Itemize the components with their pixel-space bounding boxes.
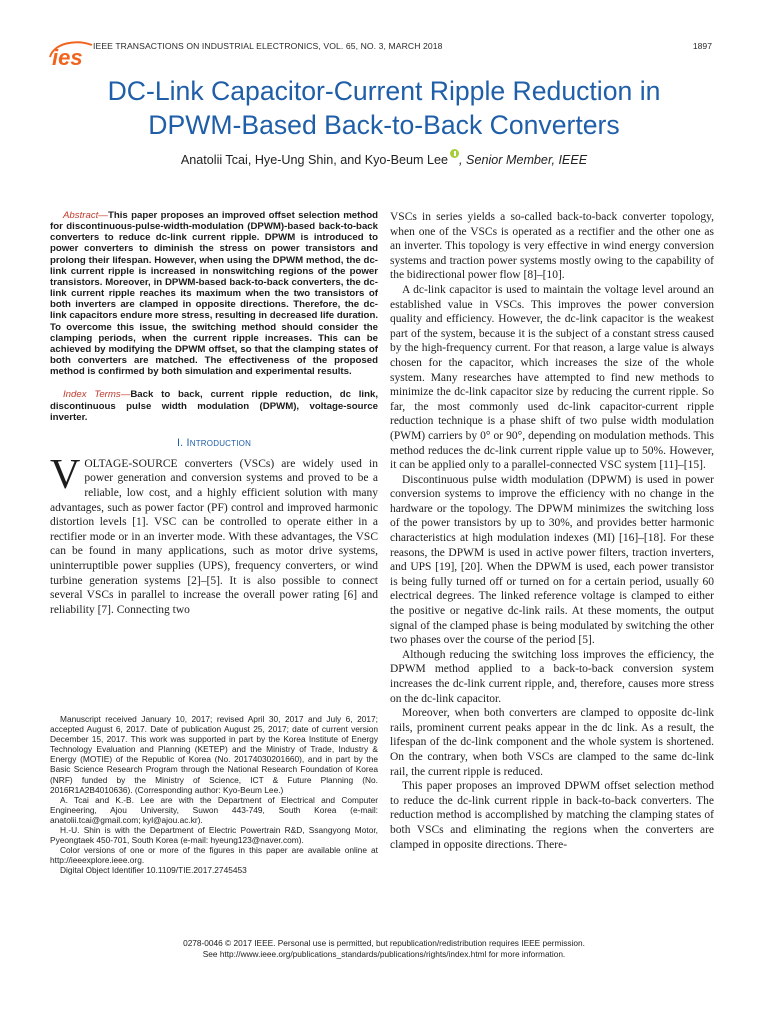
journal-citation: IEEE TRANSACTIONS ON INDUSTRIAL ELECTRONICS, VOL. 65, NO. 3, MARCH 2018 xyxy=(93,41,443,51)
section-title: Introduction xyxy=(186,436,252,449)
title-line-2: DPWM-Based Back-to-Back Converters xyxy=(148,110,620,140)
intro-paragraph-1 xyxy=(50,451,378,618)
drop-cap: V xyxy=(50,451,81,498)
right-column xyxy=(390,210,714,852)
logo-text: ies xyxy=(52,45,83,70)
body-paragraph: This paper proposes an improved DPWM offset selection method to reduce the dc-link current ripple in back-to-back converters. The reduction method is accomplished by matching the clamping states of both VSCs and eliminating the regions when the converters are clamped in opposite directions. There- xyxy=(390,780,714,851)
body-paragraph: A dc-link capacitor is used to maintain the voltage level around an established value in VSCs. This improves the power conversion quality and efficiency. However, the dc-link capacitor is the weakest part of the system, because it is the subject of a constant stress caused by the high-frequency current. For that reason, a large value is always chosen for the capacitor, which increases the size of the whole system. Many researches have attempted to find new methods to minimize the dc-link capacitor size by reducing the current ripple. So far, the most commonly used dc-link capacitor-current ripple reduction technique is a phase shift of two pulse width modulation (PWM) carriers by 0° or 90°, depending on modulation methods. This method reduces the dc-link current ripple value up to 50%. However, it can be applied only to a parallel-connected VSC system [11]–[15]. xyxy=(390,283,714,472)
author-line xyxy=(0,153,768,167)
abstract-text: This paper proposes an improved offset selection method for discontinuous-pulse-width-modulation (DPWM)-based back-to-back converters to reduce dc-link current ripple. DPWM is introduced to power converters to diminish the stress on power transistors and prolong their lifespan. However, when using the DPWM method, the dc-link current ripple is increased in nonswitching regions of the power transistors. Moreover, in DPWM-based back-to-back converters, the dc-link current ripple reaches its maximum when the two transistors of both inverters are clamped in opposite directions. Therefore, the dc-link capacitors endure more stress, resulting in decreased life duration. To overcome this issue, the switching method should consider the clamping periods, when the current ripple increases. This can be achieved by modifying the DPWM offset, so that the clamping states of both converters are matched. The effectiveness of the proposed method is confirmed by both simulation and experimental results. xyxy=(50,210,378,378)
footnote-manuscript: Manuscript received January 10, 2017; revised April 30, 2017 and July 6, 2017; accepted August 6, 2017. Date of publication August 25, 2017; date of current version December 15, 2017. This work was supported in part by the Korea Institute of Energy Technology Evaluation and Planning (KETEP) and the Ministry of Trade, Industry & Energy (MOTIE) of the Republic of Korea (No. 20174030201660), and in part by the Basic Science Research Program through the National Research Foundation of Korea (NRF) funded by the Ministry of Science, ICT & Future Planning (No. 2016R1A2B4010636). (Corresponding author: Kyo-Beum Lee.) xyxy=(50,714,378,795)
index-terms-label: Index Terms— xyxy=(63,389,131,401)
permissions-line: See http://www.ieee.org/publications_standards/publications/rights/index.html for more information. xyxy=(202,949,566,959)
body-paragraph: Discontinuous pulse width modulation (DPWM) is used in power conversion systems to improve the efficiency with no change in the hardware or the topology. The DPWM minimizes the switching loss of the power transistors by up to 30%, and provides better harmonic characteristics at high modulation indexes (MI) [16]–[18]. For these reasons, the DPWM is used in active power filters, traction inverters, and UPS [19], [20]. When the DPWM is used, each power transistor is being fully turned off or turned on for a certain period, usually 60 electrical degrees. The linked reference voltage is clamped to either the positive or negative dc-link rails. At these moments, the output signal of the clamped phase is being modulated by switching the other two phases over the course of the period [5]. xyxy=(390,473,714,647)
abstract-label: Abstract— xyxy=(63,210,108,221)
index-terms xyxy=(50,389,378,422)
copyright-line: 0278-0046 © 2017 IEEE. Personal use is permitted, but republication/redistribution requires IEEE permission. xyxy=(183,938,585,948)
orcid-icon[interactable] xyxy=(450,149,459,158)
body-paragraph: Moreover, when both converters are clamped to opposite dc-link rails, prominent current peaks appear in the dc link. As a result, the lifespan of the dc-link component and the whole system is shortened. On the contrary, when both VSCs are clamped to the same dc-link rail, the current ripple is reduced. xyxy=(390,707,714,778)
running-header xyxy=(52,39,712,70)
section-heading-introduction xyxy=(50,437,378,449)
intro-body xyxy=(50,451,378,618)
paper-title xyxy=(0,74,768,142)
section-number: I. xyxy=(176,436,187,449)
title-line-1: DC-Link Capacitor-Current Ripple Reduction in xyxy=(107,76,661,106)
copyright-footer xyxy=(0,938,768,960)
intro-paragraph-1-text: OLTAGE-SOURCE converters (VSCs) are widely used in power generation and conversion systems and proved to be a reliable, low cost, and a highly efficient solution with many advantages, such as power factor (PF) control and improved harmonic distortion levels [1]. VSC can be controlled to operate either in a rectifier mode or in an inverter mode. With these advantages, the VSC can be found in many applications, such as motor drive systems, uninterruptible power supplies (UPS), frequency converters, or wind turbine generation systems [2]–[5]. It is also possible to connect several VSCs in parallel to increase the overall power rating [6] and reliability [7]. Connecting two xyxy=(50,457,378,616)
body-paragraph: VSCs in series yields a so-called back-to-back converter topology, when one of the VSCs is operated as a rectifier and the other one as an inverter. This topology is very effective in wind energy conversion systems and traction power systems mostly owing to the capability of the bidirectional power flow [8]–[10]. xyxy=(390,211,714,282)
page-number: 1897 xyxy=(692,41,712,51)
body-paragraph: Although reducing the switching loss improves the efficiency, the DPWM method applied to a back-to-back conversion system increases the dc-link current ripple, and, therefore, causes more stress on the dc-link capacitor. xyxy=(390,648,714,705)
footnote-affiliation-2: H.-U. Shin is with the Department of Electric Powertrain R&D, Ssangyong Motor, Pyeongtaek 450-701, South Korea (e-mail: hyeung123@naver.com). xyxy=(50,825,378,846)
footnote-color-versions: Color versions of one or more of the figures in this paper are available online at http://ieeexplore.ieee.org. xyxy=(50,845,378,866)
footnote-affiliation-1: A. Tcai and K.-B. Lee are with the Department of Electrical and Computer Engineering, Ajou University, Suwon 443-749, South Korea (e-mail: anatolii.tcai@gmail.com; kyl@ajou.ac.kr). xyxy=(50,794,378,825)
left-column xyxy=(50,210,378,617)
author-names: Anatolii Tcai, Hye-Ung Shin, and Kyo-Beum Lee xyxy=(180,153,449,167)
abstract xyxy=(50,210,378,377)
footnotes xyxy=(50,714,378,876)
footnote-doi: Digital Object Identifier 10.1109/TIE.2017.2745453 xyxy=(60,865,247,876)
author-membership: , Senior Member, IEEE xyxy=(459,153,588,167)
index-terms-text: Back to back, current ripple reduction, dc link, discontinuous pulse width modulation (DPWM), voltage-source inverter. xyxy=(50,389,378,423)
